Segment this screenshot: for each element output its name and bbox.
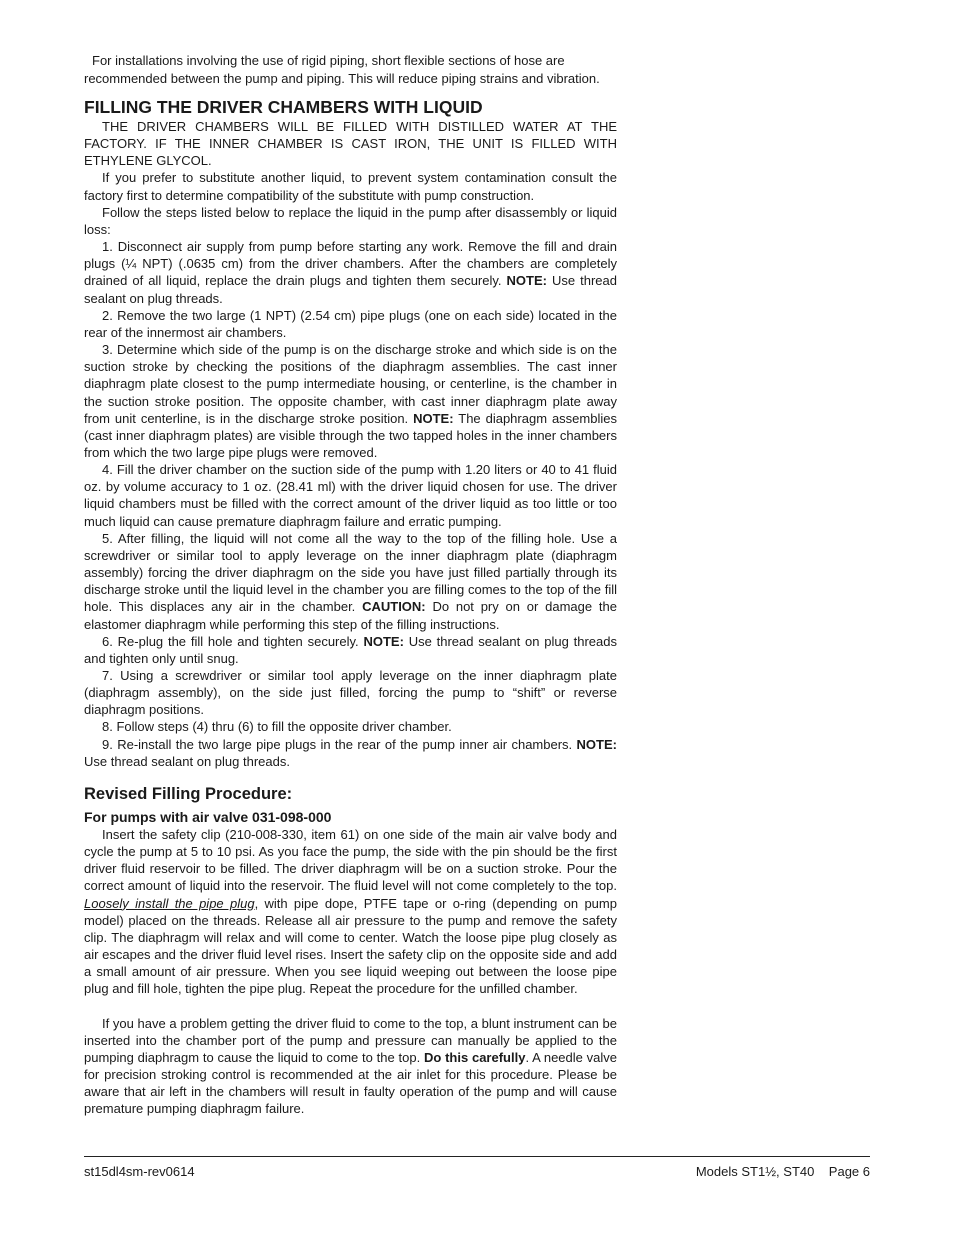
note-label: NOTE: bbox=[506, 273, 547, 289]
footer-models-page: Models ST1½, ST40 Page 6 bbox=[695, 1164, 870, 1179]
troubleshooting-paragraph: If you have a problem getting the driver fluid to come to the top, a blunt instrument can be inserted into the chamber port of the pump and pressure can manually be applied to the pumping diaphragm to cause the liquid to come to the top. Do this carefully. A needle valve for precision stroking control is recommended at the air inlet for this procedure. Please be aware that air left in the chambers will result in faulty operation of the pump and will cause premature pumping diaphragm failure. bbox=[84, 1015, 618, 1117]
step-2: 2. Remove the two large (1 NPT) (2.54 cm) pipe plugs (one on each side) located in the rear of the innermost air chambers. bbox=[84, 307, 617, 340]
page-body bbox=[84, 52, 617, 1117]
steps-intro-paragraph: Follow the steps listed below to replace the liquid in the pump after disassembly or liquid loss: bbox=[84, 204, 617, 237]
intro-paragraph: For installations involving the use of rigid piping, short flexible sections of hose are recommended between the pump and piping. This will reduce piping strains and vibration. bbox=[84, 53, 600, 86]
step-7: 7. Using a screwdriver or similar tool apply leverage on the inner diaphragm plate (diaphragm assembly), on the side just filled, forcing the pump to “shift” or reverse diaphragm positions. bbox=[84, 668, 617, 718]
revised-procedure-paragraph: Insert the safety clip (210-008-330, item 61) on one side of the main air valve body and cycle the pump at 5 to 10 psi. As you face the pump, the side with the pin should be the first driver fluid reservoir to be filled. The driver diaphragm will be on a suction stroke. Pour the correct amount of liquid into the reservoir. The fluid level will not come completely to the top. Loosely install the pipe plug, with pipe dope, PTFE tape or o-ring (depending on pump model) placed on the threads. Release all air pressure to the pump and remove the safety clip. The diaphragm will relax and will come to center. Watch the loose pipe plug closely as air escapes and the driver fluid level rises. Insert the safety clip on the opposite side and add a small amount of air pressure. When you see liquid weeping out between the loose pipe plug and fill hole, tighten the pipe plug. Repeat the procedure for the unfilled chamber. bbox=[84, 826, 617, 997]
factory-fill-paragraph: THE DRIVER CHAMBERS WILL BE FILLED WITH DISTILLED WATER AT THE FACTORY. IF THE INNER CHAMBER IS CAST IRON, THE UNIT IS FILLED WITH ETHYLENE GLYCOL. bbox=[84, 119, 617, 169]
step-6: 6. Re-plug the fill hole and tighten securely. NOTE: Use thread sealant on plug threads and tighten only until snug. bbox=[84, 633, 617, 666]
step-5: 5. After filling, the liquid will not come all the way to the top of the filling hole. Use a screwdriver or similar tool to apply leverage on the inner diaphragm plate (diaphragm assembly) forcing the driver diaphragm on the side you have just filled partially through its discharge stroke until the liquid level in the chamber you are filling comes to the top of the fill hole. This displaces any air in the chamber. CAUTION: Do not pry on or damage the elastomer diaphragm while performing this step of the filling instructions. bbox=[84, 530, 617, 632]
step-8: 8. Follow steps (4) thru (6) to fill the opposite driver chamber. bbox=[102, 719, 452, 735]
footer-doc-id: st15dl4sm-rev0614 bbox=[84, 1164, 195, 1179]
section-heading-revised: Revised Filling Procedure: bbox=[84, 784, 293, 803]
emphasis-do-this-carefully: Do this carefully bbox=[423, 1049, 526, 1065]
step-4: 4. Fill the driver chamber on the suction side of the pump with 1.20 liters or 40 to 41 fluid oz. by volume accuracy to 1 oz. (28.41 ml) with the driver liquid chosen for use. The driver liquid chambers must be filled with the correct amount of the driver liquid as too little or too much liquid can cause premature diaphragm failure and erratic pumping. bbox=[84, 462, 617, 529]
note-label: NOTE: bbox=[413, 410, 454, 426]
footer-rule bbox=[84, 1156, 870, 1157]
step-9: 9. Re-install the two large pipe plugs in the rear of the pump inner air chambers. NOTE: Use thread sealant on plug threads. bbox=[84, 736, 617, 769]
paragraph-gap bbox=[84, 998, 617, 1015]
section-heading-filling: FILLING THE DRIVER CHAMBERS WITH LIQUID bbox=[84, 97, 483, 117]
emphasis-loosely-install: Loosely install the pipe plug bbox=[84, 895, 255, 911]
note-label: NOTE: bbox=[576, 736, 617, 752]
subheading-air-valve: For pumps with air valve 031-098-000 bbox=[84, 808, 332, 825]
step-1: 1. Disconnect air supply from pump before starting any work. Remove the fill and drain plugs (¼ NPT) (.0635 cm) from the driver chambers. After the chambers are completely drained of all liquid, replace the drain plugs and tighten them securely. NOTE: Use thread sealant on plug threads. bbox=[84, 239, 617, 306]
substitute-liquid-paragraph: If you prefer to substitute another liquid, to prevent system contamination consult the factory first to determine compatibility of the substitute with pump construction. bbox=[84, 170, 617, 203]
caution-label: CAUTION: bbox=[362, 599, 426, 615]
step-3: 3. Determine which side of the pump is on the discharge stroke and which side is on the suction stroke by checking the positions of the diaphragm assemblies. The cast inner diaphragm plate closest to the pump intermediate housing, or centerline, is the chamber in the suction stroke position. The opposite chamber, with cast inner diaphragm plate away from unit centerline, is in the discharge stroke position. NOTE: The diaphragm assemblies (cast inner diaphragm plates) are visible through the two tapped holes in the inner chambers from which the two large pipe plugs were removed. bbox=[84, 342, 617, 460]
note-label: NOTE: bbox=[363, 633, 404, 649]
